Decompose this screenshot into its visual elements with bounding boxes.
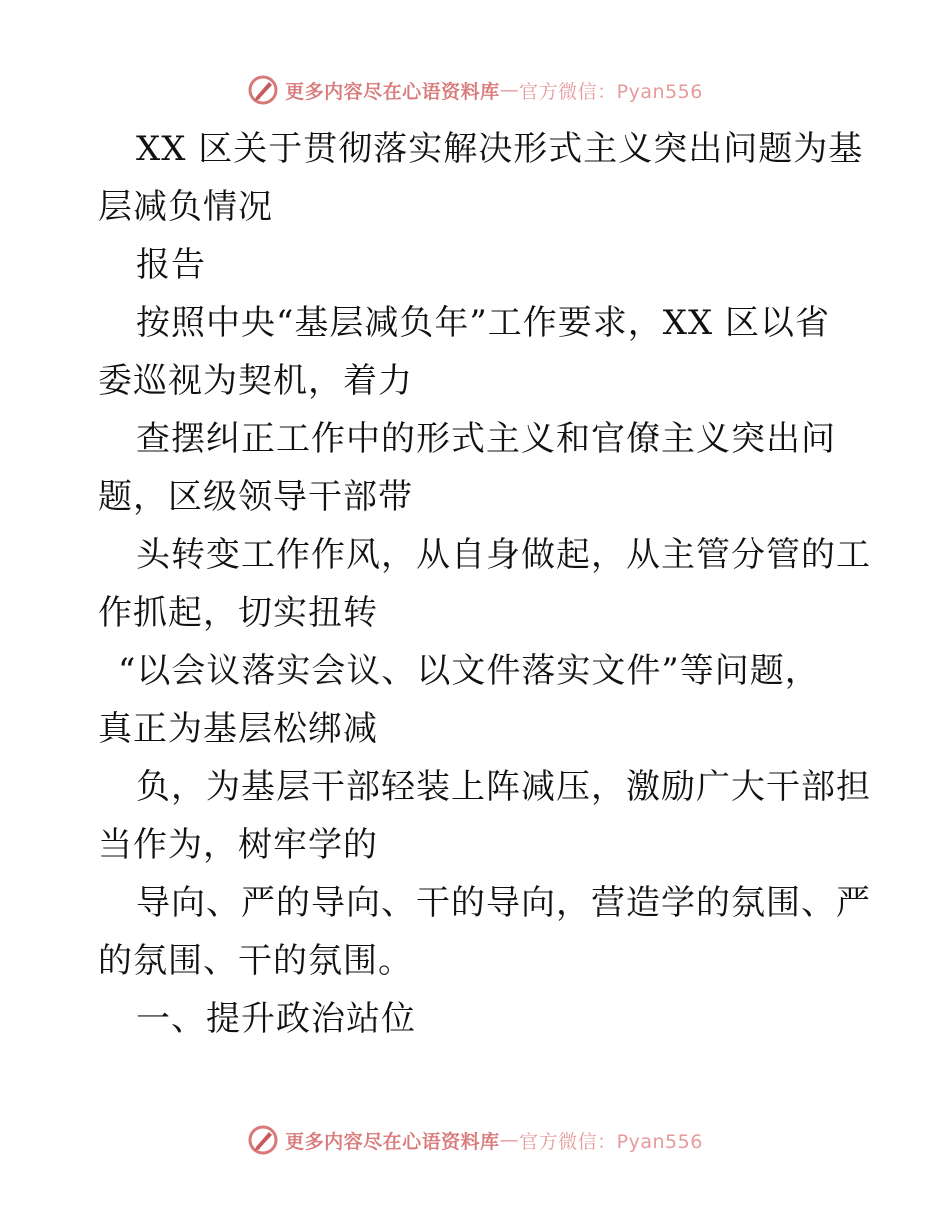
watermark-separator: — [499, 1129, 520, 1151]
document-body [98, 120, 871, 1048]
title-line-2: 层减负情况 [98, 187, 273, 227]
paragraph-line: 的氛围、干的氛围。 [98, 941, 413, 981]
watermark-main-text: 更多内容尽在心语资料库 [285, 1130, 500, 1153]
paragraph-line: 作抓起，切实扭转 [98, 593, 378, 633]
paragraph-line: 真正为基层松绑减 [98, 709, 378, 749]
quill-pen-circle-icon [247, 1124, 279, 1156]
watermark-separator: — [499, 79, 520, 101]
section-heading: 一、提升政治站位 [136, 999, 416, 1039]
footer-watermark [0, 1124, 950, 1156]
paragraph-line: 查摆纠正工作中的形式主义和官僚主义突出问 [136, 419, 836, 459]
paragraph-line: 题，区级领导干部带 [98, 477, 413, 517]
watermark-main-text: 更多内容尽在心语资料库 [285, 80, 500, 103]
quill-pen-circle-icon [247, 74, 279, 106]
title-line-3: 报告 [136, 245, 206, 285]
paragraph-line: 导向、严的导向、干的导向，营造学的氛围、严 [136, 883, 871, 923]
header-watermark [0, 74, 950, 106]
paragraph-line: 委巡视为契机，着力 [98, 361, 413, 401]
paragraph-line: 当作为，树牢学的 [98, 825, 378, 865]
paragraph-line: 按照中央“基层减负年”工作要求，XX 区以省 [136, 303, 830, 343]
paragraph-line: “以会议落实会议、以文件落实文件”等问题， [118, 651, 820, 691]
watermark-wechat-text: 官方微信：Pyan556 [519, 80, 703, 103]
watermark-wechat-text: 官方微信：Pyan556 [519, 1130, 703, 1153]
paragraph-line: 头转变工作作风，从自身做起，从主管分管的工 [136, 535, 871, 575]
title-line-1: XX 区关于贯彻落实解决形式主义突出问题为基 [136, 129, 864, 169]
paragraph-line: 负，为基层干部轻装上阵减压，激励广大干部担 [136, 767, 871, 807]
